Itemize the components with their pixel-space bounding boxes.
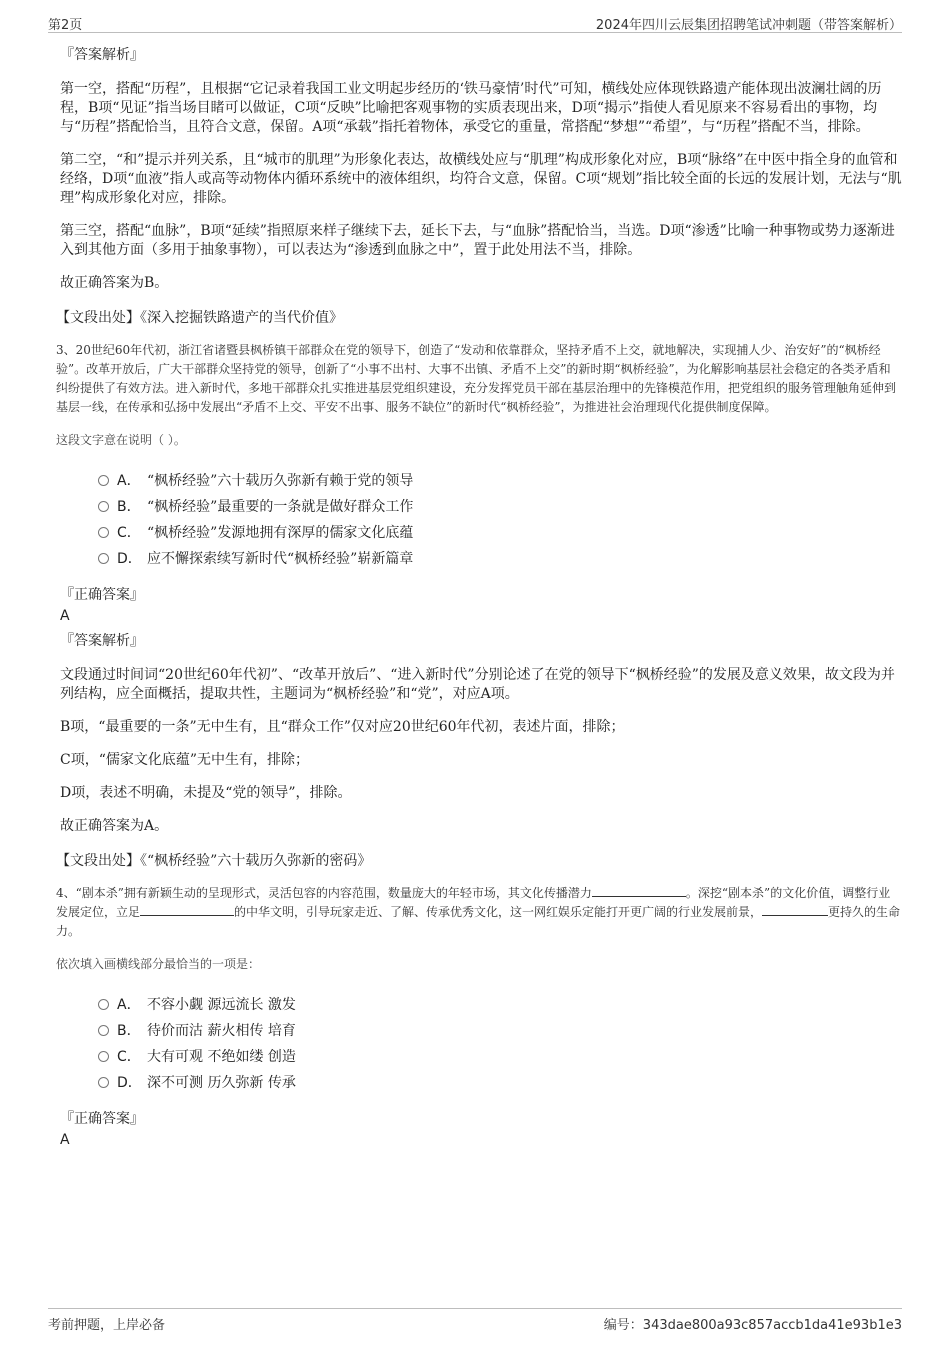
radio-icon[interactable]	[98, 1051, 109, 1062]
q4-options	[98, 992, 902, 1096]
q3-prompt: 这段文字意在说明（ ）。	[56, 433, 186, 447]
q3-analysis-conclusion: 故正确答案为A。	[60, 818, 169, 834]
q4-option-b[interactable]: B． 待价而沽 薪火相传 培育	[98, 1018, 902, 1044]
radio-icon[interactable]	[98, 501, 109, 512]
q3-analysis-para-2: B项，“最重要的一条”无中生有，且“群众工作”仅对应20世纪60年代初，表述片面，排除；	[60, 719, 625, 735]
q4-blank-3	[762, 903, 828, 916]
radio-icon[interactable]	[98, 553, 109, 564]
q3-option-a[interactable]: A． “枫桥经验”六十载历久弥新有赖于党的领导	[98, 468, 902, 494]
page-content	[56, 44, 902, 1154]
q4-blank-2	[140, 903, 234, 916]
radio-icon[interactable]	[98, 475, 109, 486]
q3-option-b[interactable]: B． “枫桥经验”最重要的一条就是做好群众工作	[98, 494, 902, 520]
q3-option-c[interactable]: C． “枫桥经验”发源地拥有深厚的儒家文化底蕴	[98, 520, 902, 546]
q2-analysis-label: 『答案解析』	[60, 47, 144, 63]
page-number: 第2页	[48, 18, 83, 33]
footer-slogan: 考前押题，上岸必备	[48, 1318, 166, 1333]
q3-option-d[interactable]: D． 应不懈探索续写新时代“枫桥经验”崭新篇章	[98, 546, 902, 572]
q3-text: 3、20世纪60年代初，浙江省诸暨县枫桥镇干部群众在党的领导下，创造了“发动和依靠群众，坚持矛盾不上交，就地解决，实现捕人少、治安好”的“枫桥经验”。改革开放后，广大干部群众坚持党的领导，创新了“小事不出村、大事不出镇、矛盾不上交”的新时期“枫桥经验”，为化解影响基层社会稳定的各类矛盾和纠纷提供了有效方法。进入新时代，多地干部群众扎实推进基层党组织建设，充分发挥党员干部在基层治理中的先锋模范作用，把党组织的服务管理触角延伸到基层一线，在传承和弘扬中发展出“矛盾不上交、平安不出事、服务不缺位”的新时代“枫桥经验”，为推进社会治理现代化提供制度保障。	[56, 343, 897, 414]
q4-blank-1	[592, 884, 686, 897]
radio-icon[interactable]	[98, 1077, 109, 1088]
page-header	[48, 14, 902, 33]
q3-analysis-label: 『答案解析』	[60, 633, 144, 649]
q4-option-c[interactable]: C． 大有可观 不绝如缕 创造	[98, 1044, 902, 1070]
document-title: 2024年四川云辰集团招聘笔试冲刺题（带答案解析）	[595, 18, 902, 33]
radio-icon[interactable]	[98, 1025, 109, 1036]
q3-analysis-para-4: D项，表述不明确，未提及“党的领导”，排除。	[60, 785, 352, 801]
q3-answer-label: 『正确答案』	[60, 587, 144, 603]
q3-analysis-para-1: 文段通过时间词“20世纪60年代初”、“改革开放后”、“进入新时代”分别论述了在党的领导下“枫桥经验”的发展及意义效果，故文段为并列结构，应全面概括，提取共性，主题词为“枫桥经验”和“党”，对应A项。	[60, 667, 895, 702]
q4-answer-label: 『正确答案』	[60, 1111, 144, 1127]
radio-icon[interactable]	[98, 527, 109, 538]
q4-option-a[interactable]: A． 不容小觑 源远流长 激发	[98, 992, 902, 1018]
q3-options	[98, 468, 902, 572]
q2-analysis-para-2: 第二空，“和”提示并列关系，且“城市的肌理”为形象化表达，故横线处应与“肌理”构成形象化对应，B项“脉络”在中医中指全身的血管和经络，D项“血液”指人或高等动物体内循环系统中的液体组织，均符合文意，保留。C项“规划”指比较全面的长远的发展计划，无法与“肌理”构成形象化对应，排除。	[60, 152, 902, 206]
q4-answer: A	[60, 1132, 70, 1148]
page-footer	[48, 1308, 902, 1331]
q2-analysis-para-1: 第一空，搭配“历程”，且根据“它记录着我国工业文明起步经历的‘铁马豪情’时代”可知，横线处应体现铁路遗产能体现出波澜壮阔的历程，B项“见证”指当场目睹可以做证，C项“反映”比喻把客观事物的实质表现出来，D项“揭示”指使人看见原来不容易看出的事物，均与“历程”搭配恰当，且符合文意，保留。A项“承载”指托着物体，承受它的重量，常搭配“梦想”“希望”，与“历程”搭配不当，排除。	[60, 81, 882, 135]
q2-analysis-para-3: 第三空，搭配“血脉”，B项“延续”指照原来样子继续下去，延长下去，与“血脉”搭配恰当，当选。D项“渗透”比喻一种事物或势力逐渐进入到其他方面（多用于抽象事物），可以表达为“渗透到血脉之中”，置于此处用法不当，排除。	[60, 223, 895, 258]
q3-analysis-para-3: C项，“儒家文化底蕴”无中生有，排除；	[60, 752, 310, 768]
q4-text: 4、“剧本杀”拥有新颖生动的呈现形式，灵活包容的内容范围，数量庞大的年轻市场，其文化传播潜力 。深挖“剧本杀”的文化价值，调整行业发展定位，立足 的中华文明，引导玩家走近、了解、传承优秀文化，这一网红娱乐定能打开更广阔的行业发展前景， 更持久的生命力。	[56, 886, 901, 938]
document-code: 编号：343dae800a93c857accb1da41e93b1e3	[603, 1318, 902, 1333]
q3-answer: A	[60, 608, 70, 624]
q4-option-d[interactable]: D． 深不可测 历久弥新 传承	[98, 1070, 902, 1096]
q4-prompt: 依次填入画横线部分最恰当的一项是：	[56, 957, 261, 971]
q3-source: 【文段出处】《“枫桥经验”六十载历久弥新的密码》	[56, 853, 372, 869]
radio-icon[interactable]	[98, 999, 109, 1010]
q2-source: 【文段出处】《深入挖掘铁路遗产的当代价值》	[56, 310, 343, 326]
q2-analysis-conclusion: 故正确答案为B。	[60, 275, 169, 291]
